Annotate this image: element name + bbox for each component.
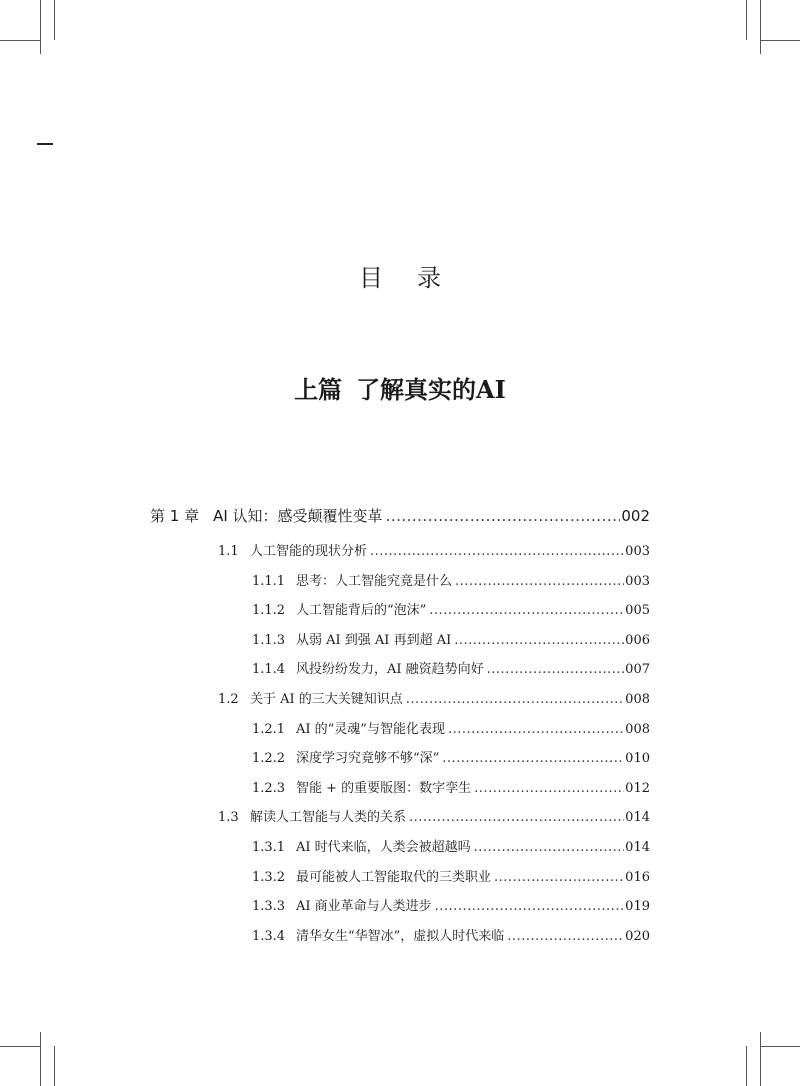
- entry-page: 008: [625, 692, 650, 707]
- entry-title: 深度学习究竟够不够“深”: [296, 751, 440, 766]
- toc-section[interactable]: [218, 540, 650, 559]
- entry-number: 1.2.3: [252, 781, 286, 796]
- entry-number: 1.1.2: [252, 603, 286, 618]
- toc-subsection[interactable]: [252, 629, 650, 648]
- entry-title: 关于 AI 的三大关键知识点: [250, 692, 403, 707]
- toc-subsection[interactable]: [252, 777, 650, 796]
- dot-leader: [474, 840, 625, 855]
- entry-page: 003: [625, 544, 650, 559]
- chapter-page: 002: [621, 507, 650, 525]
- dot-leader: [494, 870, 624, 885]
- toc-subsection[interactable]: [252, 718, 650, 737]
- toc-section[interactable]: [218, 688, 650, 707]
- dot-leader: [507, 929, 624, 944]
- dot-leader: [454, 633, 624, 648]
- entry-page: 014: [625, 840, 650, 855]
- entry-number: 1.3: [218, 810, 239, 825]
- entry-page: 010: [625, 751, 650, 766]
- entry-title: AI 商业革命与人类进步: [296, 899, 432, 914]
- entry-page: 020: [625, 929, 650, 944]
- entry-title: 思考：人工智能究竟是什么: [296, 574, 453, 589]
- entry-title: 清华女生“华智冰”，虚拟人时代来临: [296, 929, 505, 944]
- dot-leader: [455, 574, 624, 589]
- entry-page: 014: [625, 810, 650, 825]
- entry-number: 1.1.3: [252, 633, 286, 648]
- entry-title: 解读人工智能与人类的关系: [250, 810, 407, 825]
- toc-subsection[interactable]: [252, 925, 650, 944]
- entry-title: AI 的“灵魂”与智能化表现: [296, 722, 445, 737]
- entry-page: 016: [625, 870, 650, 885]
- entry-number: 1.1: [218, 544, 239, 559]
- entry-title: AI 时代来临，人类会被超越吗: [296, 840, 471, 855]
- toc-subsection[interactable]: [252, 836, 650, 855]
- entry-number: 1.2: [218, 692, 239, 707]
- title-char-lu: 录: [417, 264, 441, 292]
- entry-page: 003: [625, 574, 650, 589]
- entry-page: 006: [625, 633, 650, 648]
- dot-leader: [409, 810, 624, 825]
- entry-number: 1.3.4: [252, 929, 286, 944]
- dot-leader: [448, 722, 624, 737]
- dot-leader: [386, 507, 621, 525]
- entry-number: 1.2.1: [252, 722, 286, 737]
- entry-number: 1.2.2: [252, 751, 286, 766]
- toc-subsection[interactable]: [252, 570, 650, 589]
- chapter-title: AI 认知：感受颠覆性变革: [213, 507, 383, 525]
- dot-leader: [442, 751, 624, 766]
- dot-leader: [435, 899, 625, 914]
- toc-subsection[interactable]: [252, 895, 650, 914]
- entry-page: 008: [625, 722, 650, 737]
- entry-number: 1.1.4: [252, 662, 286, 677]
- entry-title: 人工智能的现状分析: [250, 544, 368, 559]
- entry-page: 005: [625, 603, 650, 618]
- entry-title: 风投纷纷发力，AI 融资趋势向好: [296, 662, 484, 677]
- chapter-number: 第 1 章: [150, 507, 200, 525]
- dot-leader: [429, 603, 624, 618]
- entry-number: 1.3.3: [252, 899, 286, 914]
- part-label: 上篇: [294, 375, 343, 404]
- entry-title: 智能 + 的重要版图：数字孪生: [296, 781, 472, 796]
- toc-chapter[interactable]: [150, 505, 650, 526]
- dot-leader: [406, 692, 624, 707]
- toc-subsection[interactable]: [252, 599, 650, 618]
- part-title: 了解真实的AI: [356, 375, 506, 404]
- dot-leader: [474, 781, 624, 796]
- toc-subsection[interactable]: [252, 658, 650, 677]
- toc-subsection[interactable]: [252, 866, 650, 885]
- toc-subsection[interactable]: [252, 747, 650, 766]
- entry-title: 从弱 AI 到强 AI 再到超 AI: [296, 633, 452, 648]
- toc-section[interactable]: [218, 806, 650, 825]
- entry-number: 1.3.2: [252, 870, 286, 885]
- entry-page: 012: [625, 781, 650, 796]
- entry-title: 人工智能背后的“泡沫”: [296, 603, 427, 618]
- entry-page: 007: [625, 662, 650, 677]
- entry-page: 019: [625, 899, 650, 914]
- entry-title: 最可能被人工智能取代的三类职业: [296, 870, 492, 885]
- entry-number: 1.3.1: [252, 840, 286, 855]
- dot-leader: [370, 544, 624, 559]
- title-char-mu: 目: [359, 264, 383, 292]
- dot-leader: [487, 662, 625, 677]
- entry-number: 1.1.1: [252, 574, 286, 589]
